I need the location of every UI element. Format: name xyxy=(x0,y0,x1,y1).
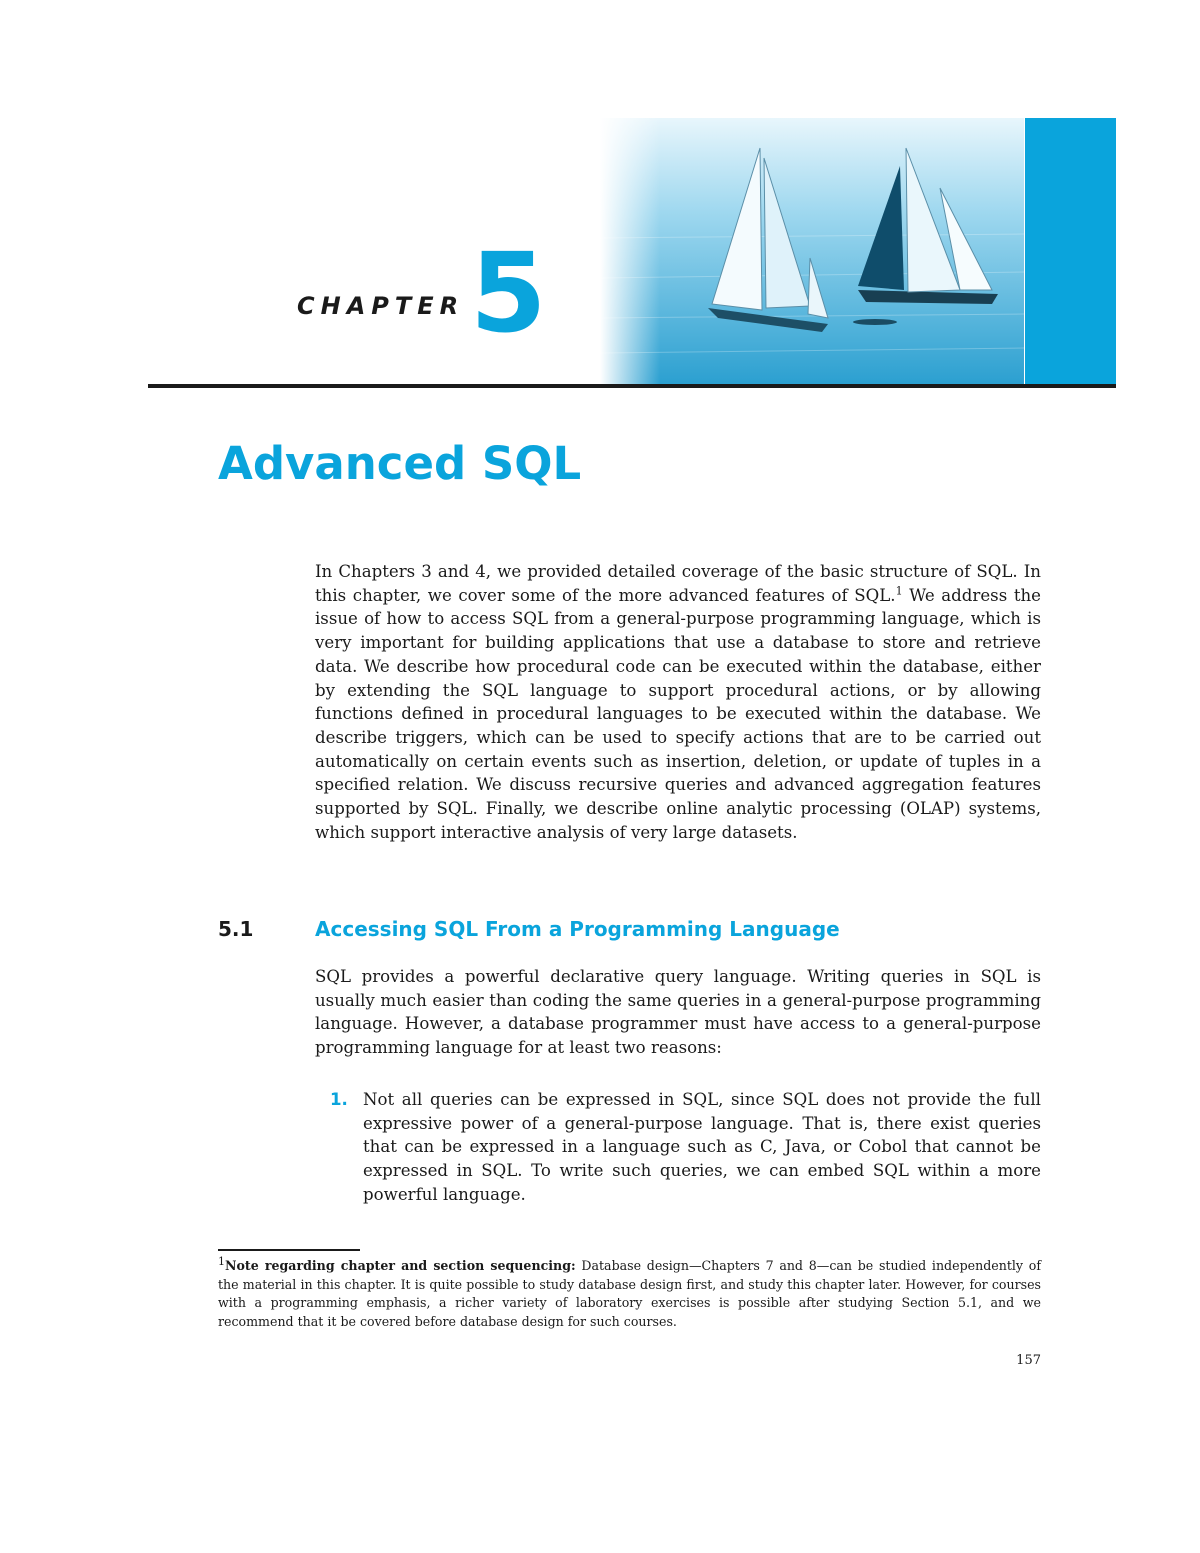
footnote-label: Note regarding chapter and section sequencing: xyxy=(225,1258,576,1273)
section-paragraph: SQL provides a powerful declarative query language. Writing queries in SQL is usually much easier than coding the same queries in a general-purpose programming language. However, a database programmer must have access to a general-purpose programming language for at least two reasons: xyxy=(315,967,1041,1058)
section-title: Accessing SQL From a Programming Language xyxy=(315,917,840,941)
sailboats-photo xyxy=(600,118,1024,386)
chapter-title: Advanced SQL xyxy=(218,437,582,490)
chapter-label: CHAPTER xyxy=(297,292,465,320)
list-item-text: Not all queries can be expressed in SQL, since SQL does not provide the full expressive power of a general-purpose language. That is, there exist queries that can be expressed in a language such as C, Java, or Cobol that cannot be expressed in SQL. To write such queries, we can embed SQL within a more powerful language. xyxy=(363,1090,1041,1204)
section-heading xyxy=(218,914,1048,944)
footnote-text: Database design—Chapters 7 and 8—can be studied independently of the material in this chapter. It is quite possible to study database design first, and study this chapter later. However, for courses with a programming emphasis, a richer variety of laboratory exercises is possible after studying Section 5.1, and we recommend that it be covered before database design for such courses. xyxy=(218,1258,1041,1329)
chapter-number: 5 xyxy=(470,229,547,357)
chapter-rule xyxy=(148,384,1116,388)
list-item-number: 1. xyxy=(330,1090,348,1109)
page-number: 157 xyxy=(1016,1353,1041,1368)
footnote-reference[interactable]: 1 xyxy=(895,584,903,598)
section-number: 5.1 xyxy=(218,917,254,941)
intro-text-2: We address the issue of how to access SQL from a general-purpose programming language, which is very important for building applications that use a database to store and retrieve data. We describe how procedural code can be executed within the database, either by extending the SQL language to support procedural actions, or by allowing functions defined in procedural languages to be executed within the database. We describe triggers, which can be used to specify actions that are to be carried out automatically on certain events such as insertion, deletion, or update of tuples in a specified relation. We discuss recursive queries and advanced aggregation features supported by SQL. Finally, we describe online analytic processing (OLAP) systems, which support interactive analysis of very large datasets. xyxy=(315,585,1041,842)
chapter-color-bar xyxy=(1025,118,1116,386)
footnote-rule xyxy=(218,1249,360,1251)
footnote-marker: 1 xyxy=(218,1254,225,1268)
footnote xyxy=(218,1254,1041,1331)
intro-text-1: In Chapters 3 and 4, we provided detailed coverage of the basic structure of SQL. In this chapter, we cover some of the more advanced features of SQL. xyxy=(315,562,1041,605)
intro-paragraph xyxy=(315,560,1041,844)
